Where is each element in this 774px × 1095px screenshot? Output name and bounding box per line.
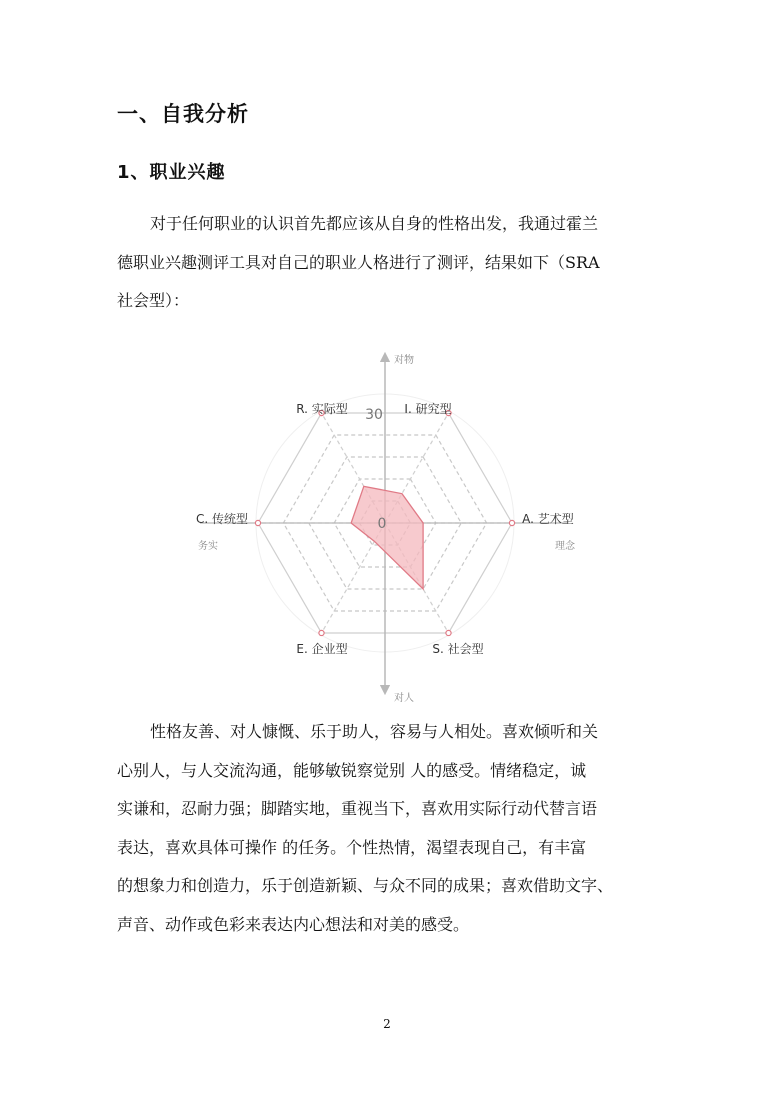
paragraph-line: 心别人，与人交流沟通，能够敏锐察觉别 人的感受。情绪稳定，诚 bbox=[117, 760, 587, 780]
paragraph-line: 实谦和，忍耐力强；脚踏实地，重视当下，喜欢用实际行动代替言语 bbox=[117, 799, 598, 818]
tick-label-min: 0 bbox=[377, 516, 387, 532]
radar-vertex-marker bbox=[446, 630, 451, 635]
axis-label-investigative: I. 研究型 bbox=[404, 402, 452, 416]
axis-label-social: S. 社会型 bbox=[432, 642, 484, 656]
tick-label-max: 30 bbox=[365, 407, 383, 423]
radar-labels bbox=[196, 353, 576, 704]
page-number: 2 bbox=[383, 1017, 391, 1031]
paragraph-line: 的想象力和创造力，乐于创造新颖、与众不同的成果；喜欢借助文字、 bbox=[117, 876, 614, 895]
radar-data-area bbox=[351, 486, 423, 589]
radar-vertex-marker bbox=[255, 520, 260, 525]
paragraph-line: 声音、动作或色彩来表达内心想法和对美的感受。 bbox=[117, 914, 470, 934]
paragraph-line: 对于任何职业的认识首先都应该从自身的性格出发，我通过霍兰 bbox=[150, 214, 599, 233]
paragraph-line: 德职业兴趣测评工具对自己的职业人格进行了测评，结果如下（SRA bbox=[117, 252, 600, 272]
axis-label-enterprising: E. 企业型 bbox=[296, 642, 348, 656]
section-heading: 一、自我分析 bbox=[117, 102, 249, 126]
paragraph-line: 表达，喜欢具体可操作 的任务。个性热情，渴望表现自己，有丰富 bbox=[117, 837, 587, 857]
paragraph-line: 社会型）： bbox=[117, 291, 190, 310]
holland-radar-chart bbox=[180, 345, 580, 705]
direction-label-right: 理念 bbox=[555, 541, 575, 552]
axis-label-realistic: R. 实际型 bbox=[296, 402, 348, 416]
axis-label-conventional: C. 传统型 bbox=[195, 512, 249, 526]
intro-paragraph bbox=[117, 205, 662, 321]
paragraph-line: 性格友善、对人慷慨、乐于助人，容易与人相处。喜欢倾听和关 bbox=[150, 722, 599, 741]
personality-paragraph bbox=[117, 713, 662, 944]
direction-label-left: 务实 bbox=[198, 541, 218, 552]
radar-vertex-marker bbox=[319, 630, 324, 635]
axis-label-artistic: A. 艺术型 bbox=[522, 512, 574, 526]
radar-vertex-marker bbox=[509, 520, 514, 525]
subsection-heading: 1、职业兴趣 bbox=[117, 162, 226, 183]
direction-label-top: 对物 bbox=[394, 355, 414, 366]
direction-label-bottom: 对人 bbox=[394, 693, 414, 704]
